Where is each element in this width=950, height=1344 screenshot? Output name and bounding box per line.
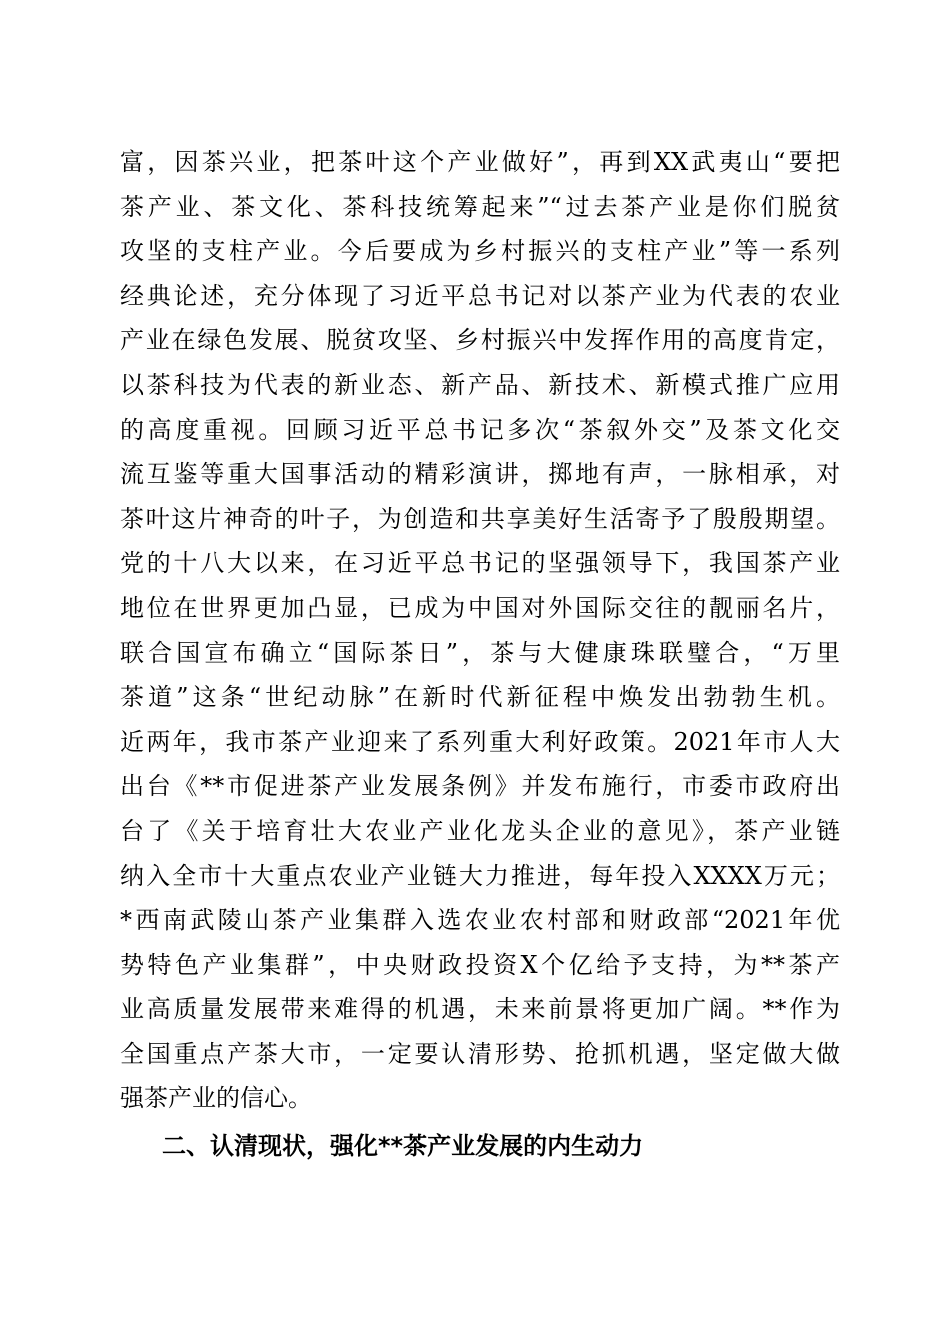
text-line: 茶产业、茶文化、茶科技统筹起来”“过去茶产业是你们脱贫 <box>120 192 840 221</box>
text-line: 纳入全市十大重点农业产业链大力推进，每年投入XXXX万元； <box>120 861 840 890</box>
text-line: 业高质量发展带来难得的机遇，未来前景将更加广阔。**作为 <box>120 995 840 1024</box>
text-line: 茶叶这片神奇的叶子，为创造和共享美好生活寄予了殷殷期望。 <box>120 504 840 533</box>
section-heading: 二、认清现状，强化**茶产业发展的内生动力 <box>162 1132 644 1160</box>
text-line: 茶道”这条“世纪动脉”在新时代新征程中焕发出勃勃生机。 <box>120 683 840 712</box>
text-line: 全国重点产茶大市，一定要认清形势、抢抓机遇，坚定做大做 <box>120 1039 840 1068</box>
text-line: 流互鉴等重大国事活动的精彩演讲，掷地有声，一脉相承，对 <box>120 460 840 489</box>
text-line: 经典论述，充分体现了习近平总书记对以茶产业为代表的农业 <box>120 281 840 310</box>
body-paragraph <box>120 140 840 1121</box>
text-line: 出台《**市促进茶产业发展条例》并发布施行，市委市政府出 <box>120 772 840 801</box>
text-line: 强茶产业的信心。 <box>120 1084 312 1113</box>
text-line: 台了《关于培育壮大农业产业化龙头企业的意见》，茶产业链 <box>120 816 840 845</box>
text-line: 联合国宣布确立“国际茶日”，茶与大健康珠联璧合，“万里 <box>120 638 840 667</box>
text-line: 的高度重视。回顾习近平总书记多次“茶叙外交”及茶文化交 <box>120 415 840 444</box>
text-line: 势特色产业集群”，中央财政投资X个亿给予支持，为**茶产 <box>120 950 840 979</box>
text-line: 产业在绿色发展、脱贫攻坚、乡村振兴中发挥作用的高度肯定， <box>120 326 840 355</box>
text-line: 地位在世界更加凸显，已成为中国对外国际交往的靓丽名片， <box>120 593 840 622</box>
text-line: 以茶科技为代表的新业态、新产品、新技术、新模式推广应用 <box>120 370 840 399</box>
text-line: 富，因茶兴业，把茶叶这个产业做好”，再到XX武夷山“要把 <box>120 148 840 176</box>
text-line: 近两年，我市茶产业迎来了系列重大利好政策。2021年市人大 <box>120 727 840 756</box>
text-line: 攻坚的支柱产业。今后要成为乡村振兴的支柱产业”等一系列 <box>120 237 840 266</box>
text-line: 党的十八大以来，在习近平总书记的坚强领导下，我国茶产业 <box>120 549 840 578</box>
text-line: *西南武陵山茶产业集群入选农业农村部和财政部“2021年优 <box>120 906 840 935</box>
